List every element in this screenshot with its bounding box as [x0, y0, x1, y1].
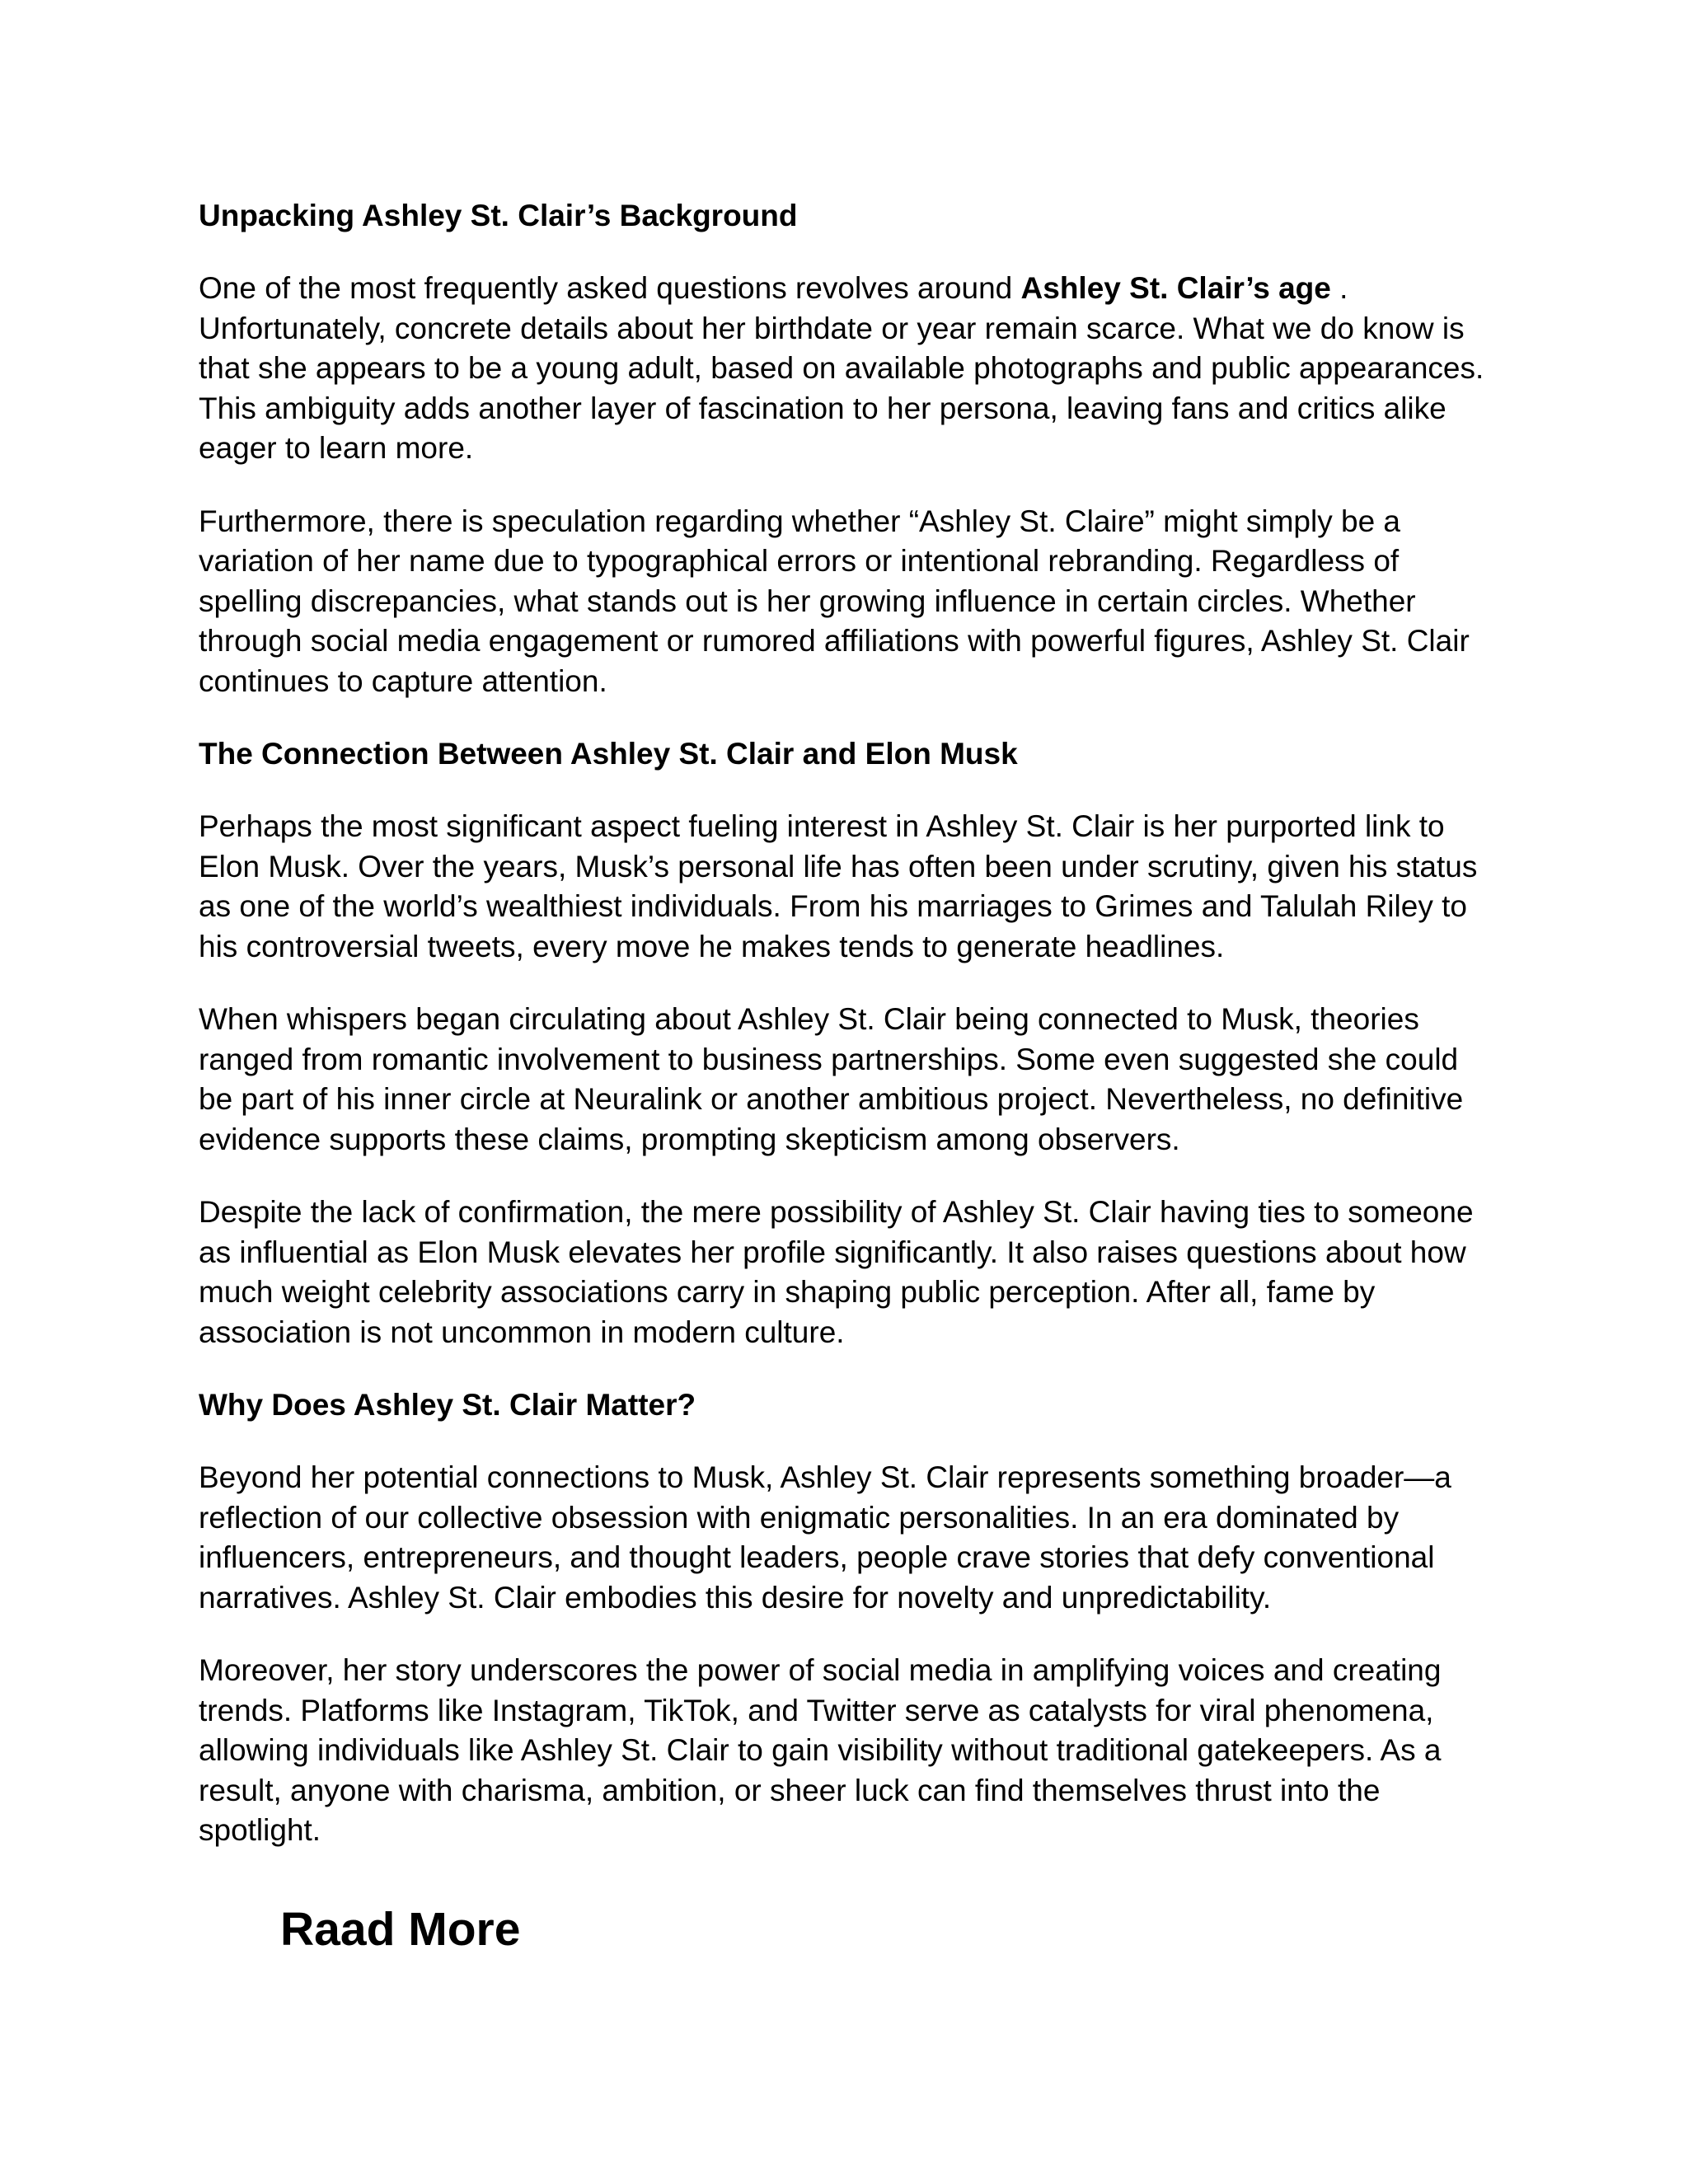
paragraph-whispers: When whispers began circulating about Ashley St. Clair being connected to Musk, theories ranged from romantic involvement to business partnerships. Some even suggested she could be part of his inner circle at Neuralink or another ambitious project. Nevertheless, no definitive evidence supports these claims, prompting skepticism among observers. [199, 1002, 1464, 1156]
section-heading-connection: The Connection Between Ashley St. Clair and Elon Musk [199, 737, 1018, 771]
paragraph-age [199, 269, 1484, 469]
section-heading-why-matter: Why Does Ashley St. Clair Matter? [199, 1388, 696, 1422]
document-body [199, 196, 1484, 1884]
paragraph-age-text-start: One of the most frequently asked questions revolves around [199, 271, 1021, 305]
section-heading-background: Unpacking Ashley St. Clair’s Background [199, 199, 798, 232]
paragraph-confirmation: Despite the lack of confirmation, the mere possibility of Ashley St. Clair having ties to someone as influential as Elon Musk elevates her profile significantly. It also raises questions about how much weight celebrity associations carry in shaping public perception. After all, fame by association is not uncommon in modern culture. [199, 1195, 1474, 1349]
paragraph-social-media: Moreover, her story underscores the power of social media in amplifying voices and creating trends. Platforms like Instagram, TikTok, and Twitter serve as catalysts for viral phenomena, allowing individuals like Ashley St. Clair to gain visibility without traditional gatekeepers. As a result, anyone with charisma, ambition, or sheer luck can find themselves thrust into the spotlight. [199, 1653, 1442, 1847]
paragraph-age-text-end: . Unfortunately, concrete details about her birthdate or year remain scarce. What we do know is that she appears to be a young adult, based on available photographs and public appearances. This ambiguity adds another layer of fascination to her persona, leaving fans and critics alike eager to learn more. [199, 271, 1484, 465]
paragraph-age-bold-phrase: Ashley St. Clair’s age [1020, 271, 1331, 305]
read-more-link[interactable]: Raad More [280, 1903, 521, 1956]
paragraph-musk-link: Perhaps the most significant aspect fueling interest in Ashley St. Clair is her purported link to Elon Musk. Over the years, Musk’s personal life has often been under scrutiny, given his status as one of the world’s wealthiest individuals. From his marriages to Grimes and Talulah Riley to his controversial tweets, every move he makes tends to generate headlines. [199, 809, 1478, 963]
paragraph-name-speculation: Furthermore, there is speculation regarding whether “Ashley St. Claire” might simply be a variation of her name due to typographical errors or intentional rebranding. Regardless of spelling discrepancies, what stands out is her growing influence in certain circles. Whether through social media engagement or rumored affiliations with powerful figures, Ashley St. Clair continues to capture attention. [199, 504, 1470, 698]
paragraph-broader: Beyond her potential connections to Musk, Ashley St. Clair represents something broader—a reflection of our collective obsession with enigmatic personalities. In an era dominated by influencers, entrepreneurs, and thought leaders, people crave stories that defy conventional narratives. Ashley St. Clair embodies this desire for novelty and unpredictability. [199, 1460, 1451, 1615]
